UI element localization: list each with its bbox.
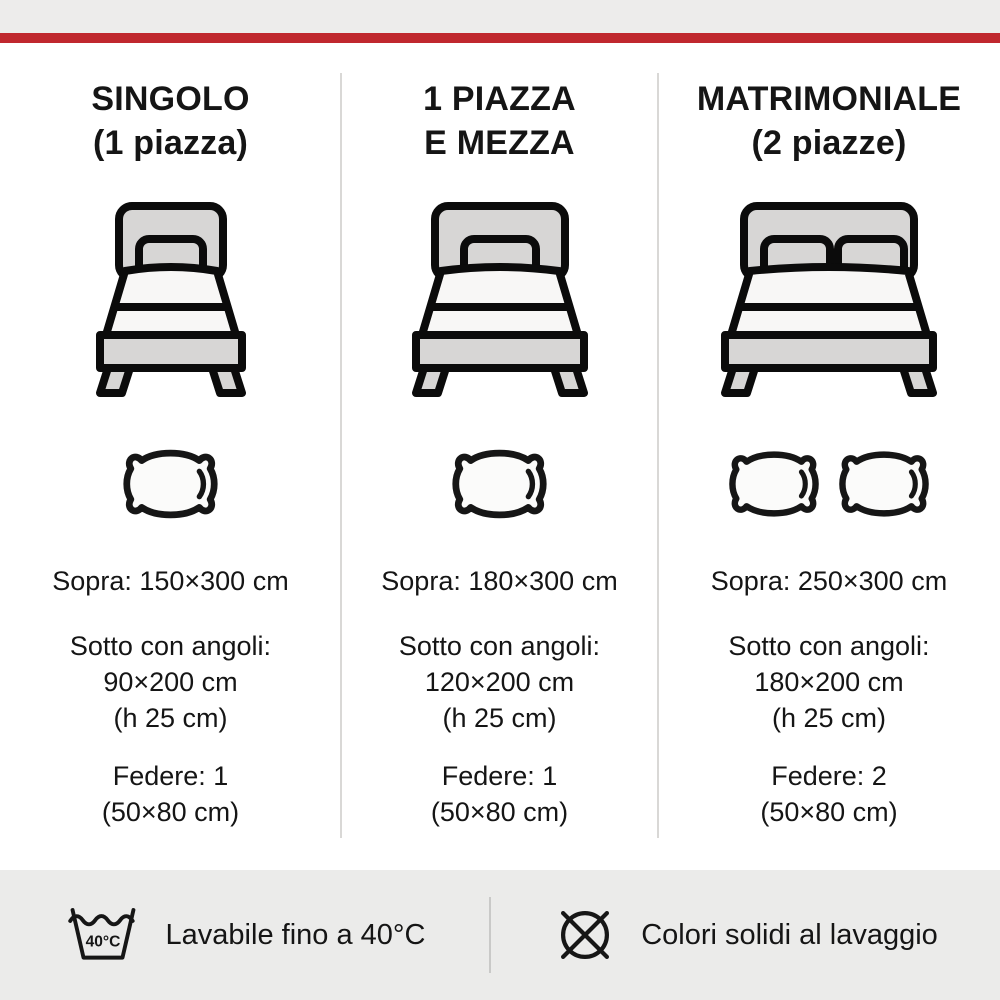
- pillow-row: [449, 445, 550, 523]
- pillow-icon: [836, 448, 932, 520]
- top-strip: [0, 0, 1000, 33]
- color-fastness-note: [491, 903, 1000, 967]
- spec-sopra: Sopra: 180×300 cm: [381, 566, 618, 596]
- spec-federe: [381, 758, 617, 830]
- red-accent-bar: [0, 33, 1000, 43]
- column-divider: [340, 73, 342, 838]
- column-divider: [657, 73, 659, 838]
- spec-sotto-size: 120×200 cm: [424, 667, 575, 697]
- spec-sotto-size: 180×200 cm: [754, 667, 904, 697]
- column-title: [91, 77, 249, 165]
- color-fastness-label: Colori solidi al lavaggio: [641, 918, 938, 951]
- spec-sotto-title: Sotto con angoli:: [69, 631, 272, 661]
- double-bed-icon: [716, 201, 942, 397]
- spec-sotto: [711, 628, 947, 736]
- spec-sopra: Sopra: 150×300 cm: [52, 566, 289, 596]
- column-title: [697, 77, 961, 165]
- pillow-icon: [449, 446, 550, 522]
- spec-sopra: Sopra: 250×300 cm: [710, 566, 948, 596]
- crossed-circle-icon: [553, 903, 617, 967]
- pillow-icon: [120, 446, 221, 522]
- size-chart: [0, 43, 1000, 870]
- spec-federe-count: Federe: 1: [441, 761, 558, 791]
- column-title-line2: (1 piazza): [92, 124, 249, 162]
- spec-federe-count: Federe: 2: [771, 761, 887, 791]
- spec-sotto: [381, 628, 617, 736]
- spec-list: [52, 523, 288, 830]
- pillow-row: [726, 445, 932, 523]
- spec-sotto-height: (h 25 cm): [442, 703, 557, 733]
- spec-federe-size: (50×80 cm): [760, 797, 898, 827]
- column-title-line1: MATRIMONIALE: [696, 80, 962, 118]
- spec-list: [381, 523, 617, 830]
- pillow-row: [120, 445, 221, 523]
- column-singolo: [0, 43, 341, 870]
- care-instructions-bar: [0, 870, 1000, 1000]
- spec-list: [711, 523, 947, 830]
- spec-federe-size: (50×80 cm): [430, 797, 569, 827]
- column-matrimoniale: [658, 43, 1000, 870]
- wash-instruction: [0, 906, 489, 964]
- wash-tub-40-icon: [64, 906, 142, 964]
- spec-federe: [711, 758, 947, 830]
- spec-federe-size: (50×80 cm): [101, 797, 240, 827]
- column-title-line1: 1 PIAZZA: [423, 80, 576, 118]
- column-title-line1: SINGOLO: [91, 80, 250, 118]
- spec-sotto-title: Sotto con angoli:: [728, 631, 930, 661]
- spec-sotto-height: (h 25 cm): [113, 703, 228, 733]
- column-title-line2: (2 piazze): [751, 124, 907, 162]
- spec-sotto-title: Sotto con angoli:: [398, 631, 601, 661]
- pillow-icon: [726, 448, 822, 520]
- one-and-half-bed-icon: [407, 201, 593, 397]
- column-title: [423, 77, 576, 165]
- wash-instruction-label: Lavabile fino a 40°C: [165, 918, 426, 951]
- spec-sotto-height: (h 25 cm): [771, 703, 886, 733]
- spec-sotto-size: 90×200 cm: [103, 667, 238, 697]
- column-piazza-e-mezza: [341, 43, 658, 870]
- spec-sotto: [52, 628, 288, 736]
- single-bed-icon: [91, 201, 251, 397]
- spec-federe-count: Federe: 1: [112, 761, 229, 791]
- spec-federe: [52, 758, 288, 830]
- wash-temp-label: 40°C: [85, 933, 120, 951]
- column-title-line2: E MEZZA: [424, 124, 575, 162]
